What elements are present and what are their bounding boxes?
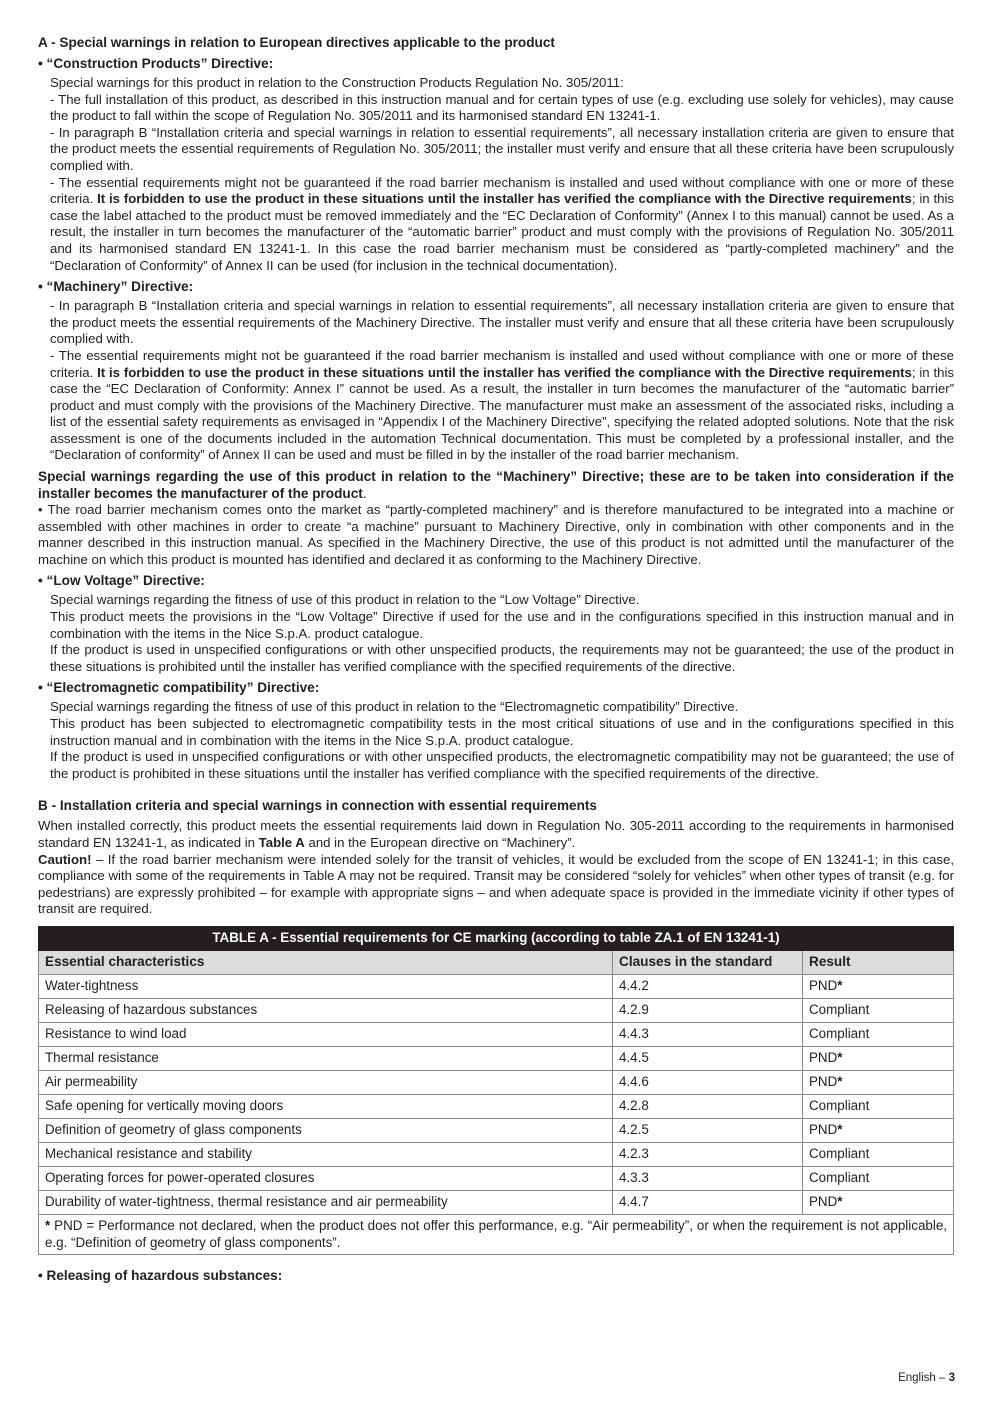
note-star: *: [45, 1217, 51, 1233]
cpr-para-1: Special warnings for this product in relation to the Construction Products Regulation No. 305/2011:: [50, 75, 624, 90]
cell-clause: 4.4.7: [613, 1190, 803, 1214]
result-text: Compliant: [809, 1170, 870, 1186]
low-voltage-heading: • “Low Voltage” Directive:: [38, 573, 205, 589]
emc-para-2: This product has been subjected to electromagnetic compatibility tests in the most critical situations of use and in the configurations specified in this instruction manual and in combination with the items in the Nice S.p.A. product catalogue.: [50, 716, 954, 748]
machinery-special-heading-end: .: [362, 486, 367, 502]
cell-result: [803, 974, 954, 998]
machinery-heading: • “Machinery” Directive:: [38, 279, 194, 295]
table-row: [39, 1022, 954, 1046]
cell-clause: 4.4.3: [613, 1022, 803, 1046]
low-voltage-para-2: This product meets the provisions in the “Low Voltage” Directive if used for the use and in the configurations specified in this instruction manual and in combination with the items in the Nice S.p.A. product catalogue.: [50, 609, 954, 641]
cpr-para-3: - In paragraph B “Installation criteria and special warnings in relation to essential requirements”, all necessary installation criteria are given to ensure that the product meets the essential requirements of Regulation No. 305/2011; the installer must verify and ensure that all these criteria have been scrupulously complied with.: [50, 124, 954, 173]
table-row: [39, 1142, 954, 1166]
table-a-reference: Table A: [258, 834, 305, 850]
result-star: *: [837, 1194, 843, 1210]
cpr-para-4-bold: It is forbidden to use the product in these situations until the installer has verified the compliance with the Directive requirements: [97, 191, 912, 207]
machinery-block: [38, 298, 954, 464]
machinery-para-1: - In paragraph B “Installation criteria and special warnings in relation to essential requirements”, all necessary installation criteria are given to ensure that the product meets the essential requirements of the Machinery Directive. The installer must verify and ensure that all these criteria have been scrupulously complied with.: [50, 298, 954, 347]
page-number: 3: [948, 1372, 955, 1384]
caution-label: Caution!: [38, 851, 92, 867]
machinery-special-heading-text: Special warnings regarding the use of this product in relation to the “Machinery” Directive; these are to be taken into consideration if the installer becomes the manufacturer of the product: [38, 469, 954, 502]
table-row: [39, 1094, 954, 1118]
result-star: *: [837, 1074, 843, 1090]
cell-result: [803, 1046, 954, 1070]
cell-clause: 4.2.8: [613, 1094, 803, 1118]
table-header-row: [39, 950, 954, 974]
section-a-title: A - Special warnings in relation to European directives applicable to the product: [38, 35, 555, 50]
table-note: [39, 1214, 954, 1254]
result-text: PND: [809, 1122, 838, 1138]
cell-result: [803, 1118, 954, 1142]
result-text: PND: [809, 1194, 838, 1210]
result-text: PND: [809, 1074, 838, 1090]
cell-result: [803, 1094, 954, 1118]
cell-result: [803, 1190, 954, 1214]
table-row: [39, 1046, 954, 1070]
table-row: [39, 998, 954, 1022]
section-b-title: B - Installation criteria and special warnings in connection with essential requirements: [38, 798, 597, 814]
cell-clause: 4.3.3: [613, 1166, 803, 1190]
machinery-special-para: • The road barrier mechanism comes onto the market as “partly-completed machinery” and is therefore manufactured to be integrated into a machine or assembled with other machines in order to create “a machine” pursuant to Machinery Directive, only in combination with other components and in the manner described in this instruction manual. As specified in the Machinery Directive, the use of this product is not admitted until the manufacturer of the machine on which this product is mounted has identified and declared it as conforming to the Machinery Directive.: [38, 502, 954, 567]
result-text: Compliant: [809, 1026, 870, 1042]
machinery-para-2-end: ; in this case the “EC Declaration of Conformity: Annex I” cannot be used. As a result, the installer in turn becomes the manufacturer of the “automatic barrier” product and must comply with the provisions of the Machinery Directive. The manufacturer must make an assessment of the associated risks, including a list of the essential safety requirements as envisaged in “Appendix I of the Machinery Directive”, specifying the related adopted solutions. Note that the risk assessment is one of the documents included in the automation Technical documentation. This must be completed by a professional installer, and the “Declaration of conformity” of Annex II can be used and must be filled in by the installer of the road barrier mechanism.: [50, 364, 954, 463]
page-footer: [898, 1372, 955, 1384]
cell-characteristic: Water-tightness: [39, 974, 613, 998]
cpr-para-2: - The full installation of this product, as described in this instruction manual and for certain types of use (e.g. excluding use solely for vehicles), may cause the product to fall within the scope of Regulation No. 305/2011 and its harmonised standard EN 13241-1.: [50, 91, 954, 124]
machinery-para-2: [50, 348, 954, 464]
caution-para: [38, 852, 954, 918]
machinery-para-2-bold: It is forbidden to use the product in these situations until the installer has verified the compliance with the Directive requirements: [97, 364, 912, 380]
cell-result: [803, 1142, 954, 1166]
table-row: [39, 974, 954, 998]
section-b-para-1-start: When installed correctly, this product meets the essential requirements laid down in Regulation No. 305-2011 according to the requirements in harmonised standard EN 13241-1, as indicated in: [38, 818, 954, 850]
machinery-special-heading: [38, 468, 954, 502]
document-page: [38, 34, 954, 1287]
emc-para-1: Special warnings regarding the fitness of use of this product in relation to the “Electromagnetic compatibility” Directive.: [50, 699, 739, 715]
cpr-para-4-start: - The essential requirements might not be guaranteed if the road barrier mechanism is installed and used without compliance with one or more of these criteria.: [50, 174, 954, 207]
table-row: [39, 1190, 954, 1214]
footer-language: English –: [898, 1372, 949, 1384]
low-voltage-para-1: Special warnings regarding the fitness of use of this product in relation to the “Low Voltage” Directive.: [50, 592, 640, 608]
cell-result: [803, 1022, 954, 1046]
cell-characteristic: Air permeability: [39, 1070, 613, 1094]
cell-characteristic: Durability of water-tightness, thermal resistance and air permeability: [39, 1190, 613, 1214]
table-a: [38, 926, 954, 1255]
cell-characteristic: Definition of geometry of glass components: [39, 1118, 613, 1142]
cell-characteristic: Thermal resistance: [39, 1046, 613, 1070]
result-text: Compliant: [809, 1098, 870, 1114]
cell-clause: 4.4.2: [613, 974, 803, 998]
cell-characteristic: Resistance to wind load: [39, 1022, 613, 1046]
section-b-para-1: [38, 818, 954, 851]
note-text: PND = Performance not declared, when the product does not offer this performance, e.g. “Air permeability”, or when the requirement is not applicable, e.g. “Definition of geometry of glass components”.: [45, 1217, 947, 1250]
caution-text: – If the road barrier mechanism were intended solely for the transit of vehicles, it would be excluded from the scope of EN 13241-1; in this case, compliance with some of the requirements in Table A may not be required. Transit may be considered “solely for vehicles” when other types of transit (e.g. for pedestrians) are expressly prohibited – for example with appropriate signs – and when adequate space is provided in the immediate vicinity if other types of transit are required.: [38, 851, 954, 917]
emc-heading: • “Electromagnetic compatibility” Directive:: [38, 680, 320, 696]
cell-clause: 4.2.9: [613, 998, 803, 1022]
result-text: PND: [809, 978, 838, 994]
emc-block: [38, 699, 954, 782]
low-voltage-block: [38, 592, 954, 675]
result-text: Compliant: [809, 1002, 870, 1018]
col-header-clauses: Clauses in the standard: [613, 950, 803, 974]
table-row: [39, 1166, 954, 1190]
col-header-result: Result: [803, 950, 954, 974]
result-text: PND: [809, 1050, 838, 1066]
cell-characteristic: Safe opening for vertically moving doors: [39, 1094, 613, 1118]
result-star: *: [837, 1122, 843, 1138]
table-row: [39, 1118, 954, 1142]
table-row: [39, 1070, 954, 1094]
result-star: *: [837, 978, 843, 994]
cell-result: [803, 1070, 954, 1094]
table-a-title: TABLE A - Essential requirements for CE marking (according to table ZA.1 of EN 13241-1): [39, 926, 954, 950]
result-star: *: [837, 1050, 843, 1066]
cell-characteristic: Mechanical resistance and stability: [39, 1142, 613, 1166]
emc-para-3: If the product is used in unspecified configurations or with other unspecified products, the electromagnetic compatibility may not be guaranteed; the use of the product is prohibited in these situations until the installer has verified compliance with the specified requirements of the directive.: [50, 749, 954, 781]
cell-clause: 4.2.5: [613, 1118, 803, 1142]
cell-characteristic: Releasing of hazardous substances: [39, 998, 613, 1022]
cpr-heading: • “Construction Products” Directive:: [38, 56, 274, 71]
cell-characteristic: Operating forces for power-operated closures: [39, 1166, 613, 1190]
cpr-para-4: [50, 175, 954, 275]
hazardous-substances-heading: • Releasing of hazardous substances:: [38, 1268, 283, 1284]
section-b-para-1-end: and in the European directive on “Machinery”.: [304, 834, 576, 850]
cpr-block: [38, 75, 954, 274]
cell-clause: 4.4.6: [613, 1070, 803, 1094]
section-b-block: [38, 818, 954, 918]
result-text: Compliant: [809, 1146, 870, 1162]
cell-clause: 4.2.3: [613, 1142, 803, 1166]
table-note-row: [39, 1214, 954, 1254]
machinery-para-2-start: - The essential requirements might not be guaranteed if the road barrier mechanism is installed and used without compliance with one or more of these criteria.: [50, 347, 954, 380]
cpr-para-4-end: ; in this case the label attached to the product must be removed immediately and the “EC Declaration of Conformity” (Annex I to this manual) cannot be used. As a result, the installer in turn becomes the manufacturer of the “automatic barrier” product and must comply with the provisions of Regulation No. 305/2011 and its harmonised standard EN 13241-1. In this case the road barrier mechanism must be considered as “partly-completed machinery” and the “Declaration of Conformity” of Annex II can be used (for inclusion in the technical documentation).: [50, 191, 954, 273]
cell-result: [803, 1166, 954, 1190]
machinery-special-block: [38, 468, 954, 568]
col-header-characteristics: Essential characteristics: [39, 950, 613, 974]
cell-clause: 4.4.5: [613, 1046, 803, 1070]
cell-result: [803, 998, 954, 1022]
low-voltage-para-3: If the product is used in unspecified configurations or with other unspecified products, the requirements may not be guaranteed; the use of the product in these situations is prohibited until the installer has verified compliance with the specified requirements of the directive.: [50, 642, 954, 674]
